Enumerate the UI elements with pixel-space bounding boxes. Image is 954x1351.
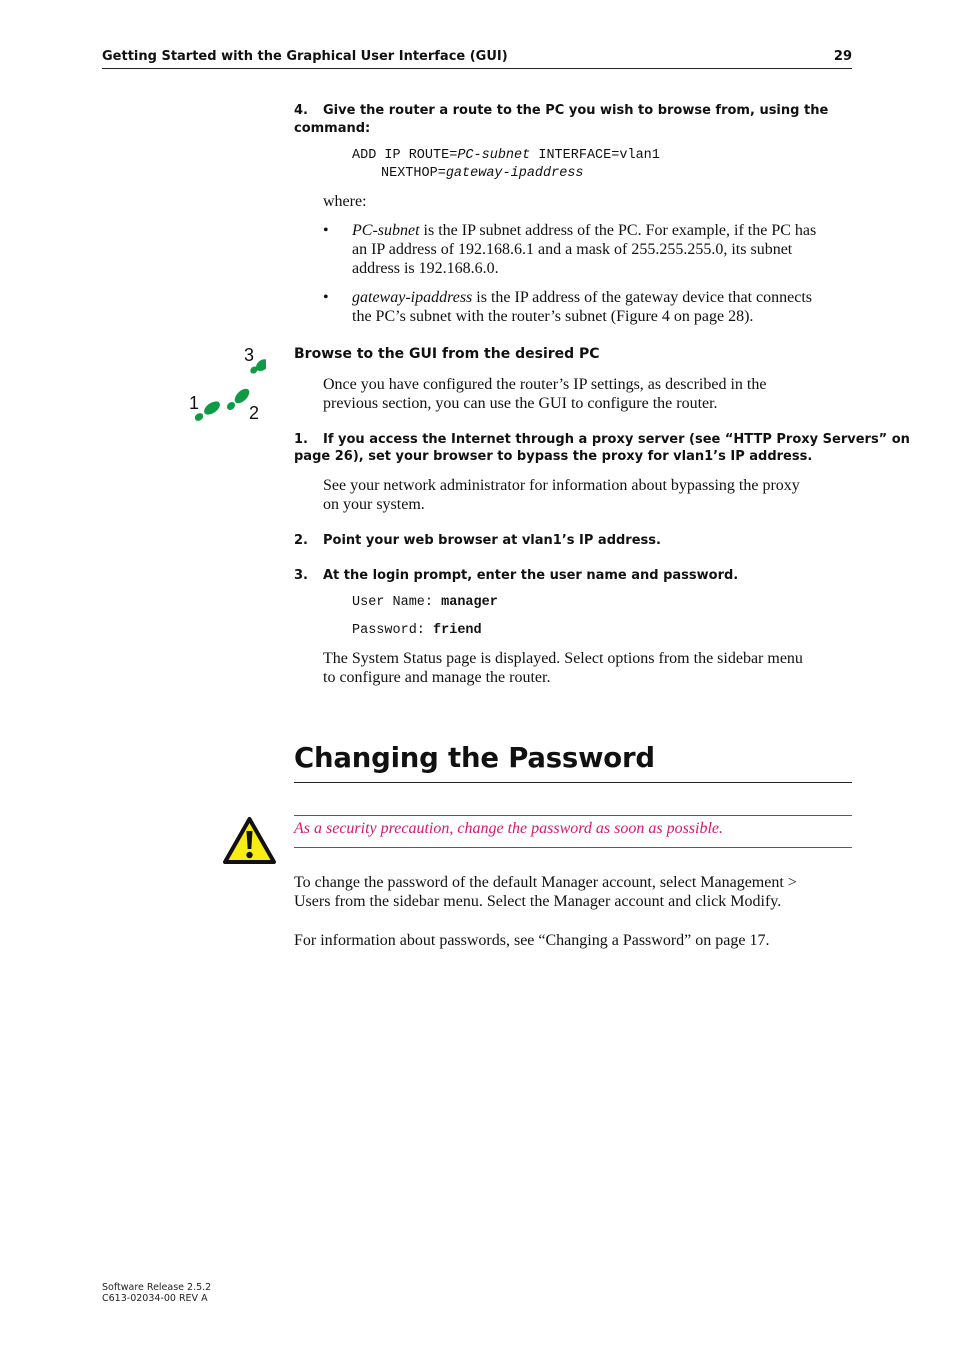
running-header-title: Getting Started with the Graphical User Interface (GUI) (102, 49, 508, 64)
header-rule (102, 68, 852, 69)
section-heading: Changing the Password (294, 742, 655, 774)
footprints-icon (186, 342, 266, 424)
bullet-pc-subnet: PC-subnet is the IP subnet address of the PC. For example, if the PC has an IP address of 192.168.6.1 and a mask of 255.255.255.0, its subnet address is 192.168.6.0. (352, 222, 817, 277)
step-1-paragraph: See your network administrator for information about bypassing the proxy on your system. (323, 477, 800, 513)
password-line: Password: friend (352, 623, 482, 638)
step-2-heading: 2. Point your web browser at vlan1’s IP address. (294, 533, 661, 548)
bullet-marker: • (323, 222, 329, 239)
caution-rule-top (294, 815, 852, 816)
footprint-number-3: 3 (244, 345, 255, 365)
step-1-heading-cont: page 26), set your browser to bypass the proxy for vlan1’s IP address. (294, 449, 813, 464)
bullet-marker: • (323, 289, 329, 306)
browse-title: Browse to the GUI from the desired PC (294, 346, 600, 362)
footer-doc-id: C613-02034-00 REV A (102, 1293, 208, 1304)
password-reference-paragraph: For information about passwords, see “Changing a Password” on page 17. (294, 932, 770, 949)
browse-paragraph: Once you have configured the router’s IP settings, as described in the previous section, you can use the GUI to configure the router. (323, 376, 767, 412)
where-label: where: (323, 193, 367, 210)
step-1-heading: 1. If you access the Internet through a proxy server (see “HTTP Proxy Servers” on (294, 432, 910, 447)
bullet-gateway-ipaddress: gateway-ipaddress is the IP address of the gateway device that connects the PC’s subnet with the router’s subnet (Figure 4 on page 28). (352, 289, 813, 325)
step-4-heading-cont: command: (294, 121, 371, 136)
step-3-paragraph: The System Status page is displayed. Select options from the sidebar menu to configure and manage the router. (323, 650, 803, 686)
step-3-heading: 3. At the login prompt, enter the user name and password. (294, 568, 739, 583)
section-rule (294, 782, 852, 783)
command-line-2: NEXTHOP=gateway-ipaddress (381, 166, 584, 181)
footer-release: Software Release 2.5.2 (102, 1282, 212, 1293)
change-password-paragraph: To change the password of the default Manager account, select Management > Users from the sidebar menu. Select the Manager account and click Modify. (294, 874, 797, 910)
footprint-number-1: 1 (189, 393, 200, 413)
caution-rule-bottom (294, 847, 852, 848)
footprint-number-2: 2 (249, 403, 260, 423)
step-4-heading (294, 102, 828, 119)
warning-icon (222, 816, 277, 866)
step-text: Give the router a route to the PC you wish to browse from, using the (323, 103, 829, 118)
username-line: User Name: manager (352, 595, 498, 610)
page-number: 29 (833, 49, 852, 64)
step-number: 4. (294, 103, 308, 118)
command-line-1: ADD IP ROUTE=PC-subnet INTERFACE=vlan1 (352, 148, 660, 163)
caution-text: As a security precaution, change the password as soon as possible. (294, 820, 724, 837)
